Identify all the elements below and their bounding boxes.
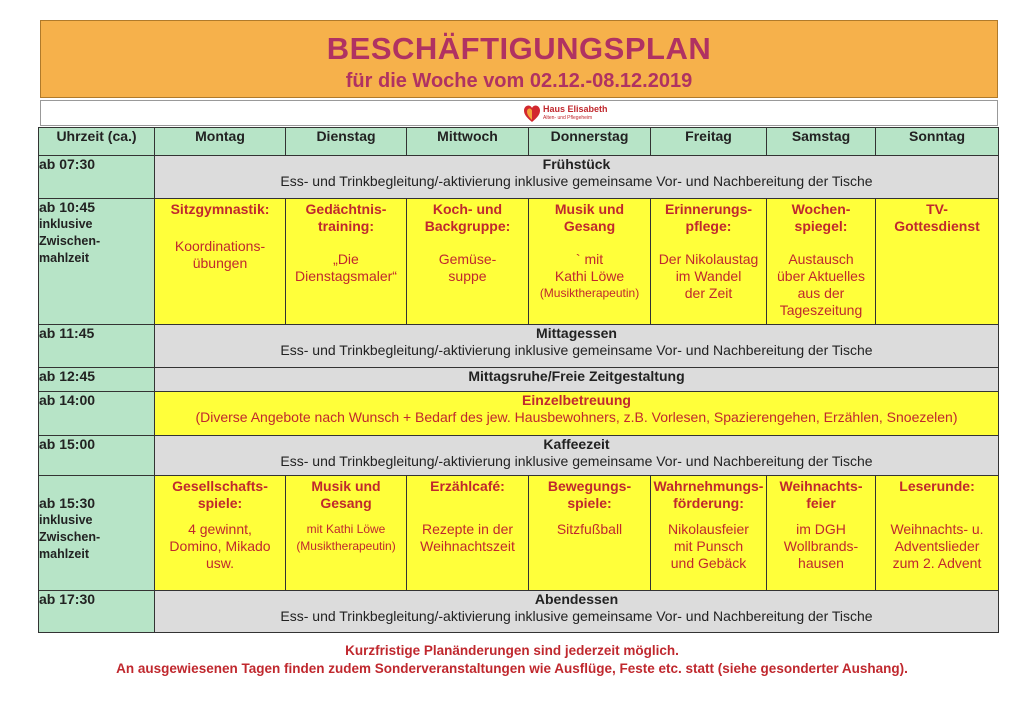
activity-title: Koch- und Backgruppe: — [424, 201, 511, 235]
activity-title: Leserunde: — [899, 478, 975, 495]
activity-cell-tuesday — [286, 476, 407, 590]
column-header-saturday: Samstag — [767, 128, 876, 156]
activity-title: Erzählcafé: — [430, 478, 505, 495]
meal-cell-breakfast — [155, 156, 999, 199]
header-row — [39, 128, 999, 156]
meal-cell-coffee — [155, 436, 999, 476]
activity-title: Wahrnehmungs- förderung: — [653, 478, 764, 512]
individual-care-cell — [155, 392, 999, 436]
activity-desc: Weihnachts- u. Adventslieder zum 2. Advent — [890, 521, 984, 572]
meal-cell-lunch — [155, 324, 999, 367]
activity-title: Sitzgymnastik: — [170, 201, 270, 218]
time-line: ab 10:45 — [39, 199, 96, 216]
activity-desc: im DGH Wollbrands- hausen — [783, 521, 859, 572]
time-cell — [39, 476, 155, 590]
column-header-time: Uhrzeit (ca.) — [39, 128, 155, 156]
logo-subtitle: Alten- und Pflegeheim — [543, 115, 593, 121]
activity-title: Bewegungs- spiele: — [547, 478, 632, 512]
care-title: Einzelbetreuung — [522, 392, 631, 408]
row-rest — [39, 367, 999, 391]
activity-cell-friday — [651, 476, 767, 590]
meal-desc: Ess- und Trinkbegleitung/-aktivierung inklusive gemeinsame Vor- und Nachbereitung der Tische — [280, 341, 873, 358]
meal-title: Mittagessen — [536, 324, 617, 341]
activity-cell-wednesday — [407, 199, 529, 324]
activity-title: Musik und Gesang — [311, 478, 381, 512]
activity-title: Musik und Gesang — [554, 201, 625, 235]
time-line: mahlzeit — [39, 251, 90, 266]
activity-desc: Rezepte in der Weihnachtszeit — [420, 521, 515, 555]
activity-cell-saturday — [767, 476, 876, 590]
activity-desc: ` mit Kathi Löwe — [554, 251, 625, 285]
activity-note: (Musiktherapeutin) — [539, 286, 640, 301]
logo-bar — [40, 100, 998, 126]
activity-title: Gedächtnis- training: — [305, 201, 387, 235]
column-header-thursday: Donnerstag — [529, 128, 651, 156]
meal-title: Kaffeezeit — [543, 436, 610, 453]
activity-desc: Austausch über Aktuelles aus der Tageszeitung — [777, 251, 865, 319]
activity-cell-sunday — [876, 476, 999, 590]
row-coffee — [39, 436, 999, 476]
activity-cell-monday — [155, 476, 286, 590]
column-header-monday: Montag — [155, 128, 286, 156]
activity-desc: mit Kathi Löwe — [306, 522, 386, 537]
plan-subtitle: für die Woche vom 02.12.-08.12.2019 — [345, 70, 693, 92]
time-line: inklusive — [39, 217, 93, 232]
row-afternoon-activities — [39, 476, 999, 590]
column-header-tuesday: Dienstag — [286, 128, 407, 156]
activity-desc: Koordinations- übungen — [174, 238, 266, 272]
activity-desc: Der Nikolaustag im Wandel der Zeit — [658, 251, 759, 302]
activity-cell-sunday — [876, 199, 999, 324]
row-breakfast — [39, 156, 999, 199]
time-line: Zwischen- — [39, 234, 101, 249]
meal-desc: Ess- und Trinkbegleitung/-aktivierung inklusive gemeinsame Vor- und Nachbereitung der Tische — [280, 173, 873, 190]
activity-cell-thursday — [529, 476, 651, 590]
activity-desc: Gemüse- suppe — [438, 251, 497, 285]
meal-desc: Ess- und Trinkbegleitung/-aktivierung inklusive gemeinsame Vor- und Nachbereitung der Tische — [280, 607, 873, 624]
time-cell — [39, 199, 155, 324]
meal-title: Frühstück — [542, 156, 611, 173]
activity-title: Wochen- spiegel: — [791, 201, 851, 235]
row-individual-care — [39, 392, 999, 436]
meal-desc: Ess- und Trinkbegleitung/-aktivierung inklusive gemeinsame Vor- und Nachbereitung der Tische — [280, 453, 873, 470]
activity-desc: „Die Dienstagsmaler“ — [295, 251, 397, 285]
time-cell: ab 14:00 — [39, 392, 155, 436]
activity-cell-monday — [155, 199, 286, 324]
haus-elisabeth-logo — [524, 104, 608, 124]
footer-note-2: An ausgewiesenen Tagen finden zudem Sonderveranstaltungen wie Ausflüge, Feste etc. statt (siehe gesonderter Aushang). — [116, 661, 908, 676]
activity-cell-saturday — [767, 199, 876, 324]
time-line: inklusive — [39, 513, 93, 528]
activity-cell-tuesday — [286, 199, 407, 324]
activity-desc: 4 gewinnt, Domino, Mikado usw. — [169, 521, 271, 572]
plan-title: BESCHÄFTIGUNGSPLAN — [326, 31, 712, 66]
logo-name: Haus Elisabeth — [543, 104, 608, 114]
time-cell: ab 07:30 — [39, 156, 155, 199]
activity-cell-wednesday — [407, 476, 529, 590]
column-header-friday: Freitag — [651, 128, 767, 156]
time-cell: ab 17:30 — [39, 590, 155, 632]
meal-title: Abendessen — [534, 590, 619, 607]
time-cell: ab 15:00 — [39, 436, 155, 476]
activity-cell-friday — [651, 199, 767, 324]
schedule-table — [38, 127, 999, 633]
activity-cell-thursday — [529, 199, 651, 324]
plan-header — [40, 20, 998, 98]
activity-title: Weihnachts- feier — [779, 478, 863, 512]
column-header-wednesday: Mittwoch — [407, 128, 529, 156]
footer-note-1: Kurzfristige Planänderungen sind jederzeit möglich. — [345, 643, 679, 658]
rest-cell: Mittagsruhe/Freie Zeitgestaltung — [155, 367, 999, 391]
activity-note: (Musiktherapeutin) — [296, 539, 396, 554]
row-morning-activities — [39, 199, 999, 324]
time-cell: ab 12:45 — [39, 367, 155, 391]
activity-desc: Sitzfußball — [556, 521, 623, 538]
row-dinner — [39, 590, 999, 632]
care-desc: (Diverse Angebote nach Wunsch + Bedarf des jew. Hausbewohners, z.B. Vorlesen, Spazierengehen, Erzählen, Snoezelen) — [195, 409, 958, 425]
column-header-sunday: Sonntag — [876, 128, 999, 156]
time-cell: ab 11:45 — [39, 324, 155, 367]
activity-desc: Nikolausfeier mit Punsch und Gebäck — [668, 521, 749, 572]
heart-icon — [524, 105, 540, 123]
row-lunch — [39, 324, 999, 367]
activity-title: TV- Gottesdienst — [894, 201, 980, 235]
activity-title: Gesellschafts- spiele: — [172, 478, 268, 512]
time-line: mahlzeit — [39, 547, 90, 562]
time-line: Zwischen- — [39, 530, 101, 545]
time-line: ab 15:30 — [39, 495, 96, 512]
meal-cell-dinner — [155, 590, 999, 632]
activity-title: Erinnerungs- pflege: — [664, 201, 753, 235]
